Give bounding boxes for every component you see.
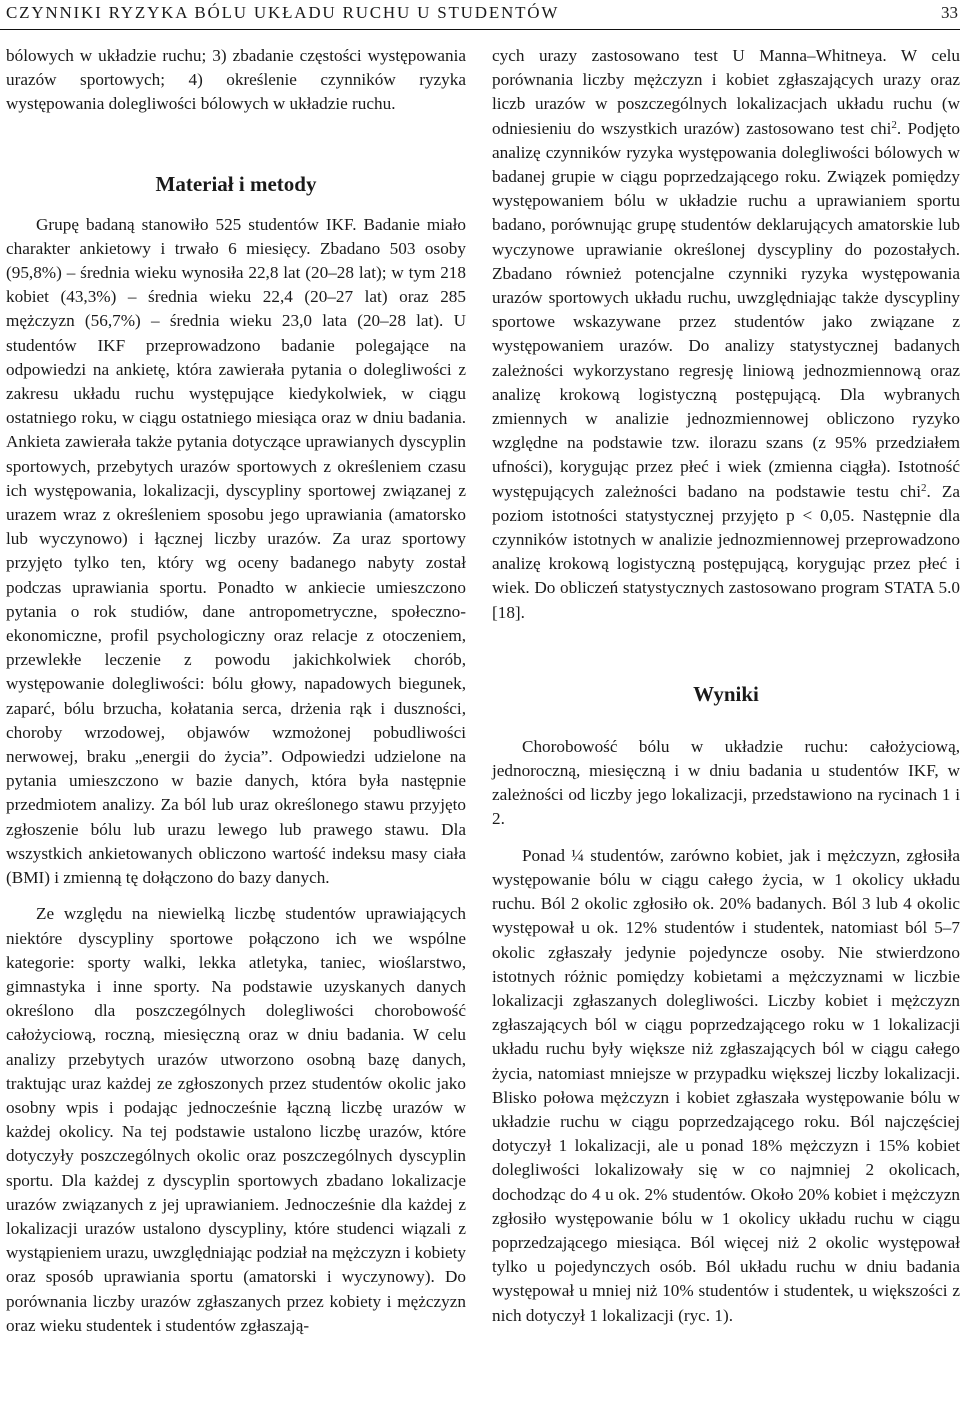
results-paragraph-2: Ponad ¼ studentów, zarówno kobiet, jak i mężczyzn, zgłosiła występowanie bólu w ciągu całego życia, w 1 okolicy układu ruchu. Ból 2 okolic zgłosiło ok. 20% badanych. Ból 3 lub 4 okolic występował u ok. 12% studentów i studentek, natomiast ból 5–7 okolic zgłaszały jedynie pojedyncze osoby. Nie stwierdzono istotnych różnic pomiędzy kobietami a mężczyznami w liczbie lokalizacji zgłaszanych dolegliwości. Liczby kobiet i mężczyzn zgłaszających ból w ciągu poprzedzającego roku w 1 lokalizacji układu ruchu były większe niż zgłaszających ból w ciągu całego życia, natomiast mniejsze w przypadku większej liczby lokalizacji. Blisko połowa mężczyzn i kobiet zgłaszała występowanie bólu w układzie ruchu w ciągu poprzedzającego roku. Ból najczęściej dotyczył 1 lokalizacji, ale u ponad 18% mężczyzn i 15% kobiet dolegliwości lokalizowały się w co najmniej 2 okolicach, dochodząc do 4 u ok. 2% studentów. Około 20% kobiet i mężczyzn zgłosiło występowanie bólu w 1 okolicy układu ruchu w ciągu poprzedzającego miesiąca. Ból więcej niż 2 okolic występował tylko u pojedynczych osób. Ból układu ruchu w dniu badania występował u mniej niż 10% studentów i studentek, u większości z nich dotyczył 1 lokalizacji (ryc. 1).	[492, 845, 960, 1325]
left-column	[6, 44, 466, 1338]
running-header	[0, 0, 960, 30]
page-number: 33	[941, 3, 958, 22]
results-heading: Wyniki	[693, 681, 759, 706]
intro-paragraph: bólowych w układzie ruchu; 3) zbadanie częstości występowania urazów sportowych; 4) określenie czynników ryzyka występowania dolegliwości bólowych w układzie ruchu.	[6, 46, 466, 114]
running-title: CZYNNIKI RYZYKA BÓLU UKŁADU RUCHU U STUDENTÓW	[6, 3, 560, 22]
methods-text-part-1: cych urazy zastosowano test U Manna–Whitneya. W celu porównania liczby mężczyzn i kobiet zgłaszających urazy oraz liczb urazów w poszczególnych lokalizacjach układu ruchu (w odniesieniu do wszystkich urazów) zastosowano test chi	[492, 46, 960, 138]
methods-text-part-3: . Za poziom istotności statystycznej przyjęto p < 0,05. Następnie dla czynników istotnych w analizie jednozmiennowej przeprowadzono analizę krokową logistyczną postępującą, korygując przez płeć i wiek. Do obliczeń statystycznych zastosowano program STATA 5.0 [18].	[492, 481, 960, 622]
right-column	[492, 44, 960, 1328]
methods-text-part-2: . Podjęto analizę czynników ryzyka występowania dolegliwości bólowych w badanej grupie w ciągu poprzedzającego roku. Związek pomiędzy występowaniem bólu w układzie ruchu a uprawianiem sportu badano, porównując grupę studentów deklarujących amatorskie lub wyczynowe uprawianie określonej dyscypliny do pozostałych. Zbadano również potencjalne czynniki ryzyka występowania urazów sportowych układu ruchu, uwzględniając także dyscypliny sportowe wskazywane przez studentów jako związane z występowaniem urazów. Do analizy statystycznej badanych zależności wykorzystano regresję liniową jednozmiennową oraz analizę krokową logistyczną postępującą. Dla wybranych zmiennych w analizie jednozmiennowej obliczono ryzyko względne na podstawie tzw. ilorazu szans (z 95% przedziałem ufności), korygując przez płeć i wiek (zmienna ciągła). Istotność występujących zależności badano na podstawie testu chi	[492, 118, 960, 501]
superscript-2: 2	[891, 118, 897, 131]
superscript-2: 2	[921, 481, 927, 494]
methods-paragraph-continued	[492, 44, 960, 625]
results-paragraph-1: Chorobowość bólu w układzie ruchu: całożyciową, jednoroczną, miesięczną i w dniu badania u studentów IKF, w zależności od liczby jego lokalizacji, przedstawiono na rycinach 1 i 2.	[492, 736, 960, 829]
header-rule	[0, 29, 960, 30]
methods-heading: Materiał i metody	[155, 171, 317, 196]
methods-paragraph-2: Ze względu na niewielką liczbę studentów uprawiających niektóre dyscypliny sportowe połączono ich we wspólne kategorie: sporty walki, lekka atletyka, taniec, wioślarstwo, gimnastyka i inne sporty. Na podstawie uzyskanych danych określono dla poszczególnych dolegliwości chorobowość całożyciową, roczną, miesięczną oraz w dniu badania. W celu analizy przebytych urazów utworzono osobną bazę danych, traktując uraz każdej ze zgłoszonych przez studentów okolic jako osobny wpis i podając jednocześnie łączną liczbę urazów w każdej okolicy. Na tej podstawie ustalono liczbę urazów, które dotyczyły poszczególnych okolic oraz poszczególnych dyscyplin sportu. Dla każdej z dyscyplin sportowych zbadano lokalizacje urazów związanych z jej uprawianiem. Jednocześnie dla każdej z lokalizacji urazów ustalono dyscypliny, które studenci wiązali z wystąpieniem urazu, uwzględniając podział na mężczyzn i kobiety oraz sposób uprawiania sportu (amatorski i wyczynowy). Do porównania liczby urazów zgłaszanych przez kobiety i mężczyzn oraz wieku studentek i studentów zgłaszają-	[6, 904, 466, 1335]
methods-paragraph-1: Grupę badaną stanowiło 525 studentów IKF. Badanie miało charakter ankietowy i trwało 6 miesięcy. Zbadano 503 osoby (95,8%) – średnia wieku wynosiła 22,8 lat (20–28 lat); w tym 218 kobiet (43,3%) – średnia wieku 22,4 (20–27 lat) oraz 285 mężczyzn (56,7%) – średnia wieku 23,0 lata (20–28 lat). U studentów IKF przeprowadzono badanie polegające na odpowiedzi na ankietę, która zawierała pytania o dolegliwości z zakresu układu ruchu występujące kiedykolwiek, w ciągu ostatniego roku, w ciągu ostatniego miesiąca oraz w dniu badania. Ankieta zawierała także pytania dotyczące uprawianych dyscyplin sportowych, przebytych urazów sportowych z określeniem czasu ich występowania, lokalizacji, dyscypliny sportowej związanej z urazem wraz z określeniem sposobu jego uprawiania (amatorsko lub wyczynowo) i łącznej liczby urazów. Za uraz sportowy przyjęto tylko ten, który wg oceny badanego nabyty został podczas uprawiania sportu. Ponadto w ankiecie umieszczono pytania o rok studiów, dane antropometryczne, społeczno-ekonomiczne, profil psychologiczny oraz relacje z otoczeniem, przewlekłe leczenie z powodu jakichkolwiek chorób, występowanie dolegliwości: bólu głowy, napadowych biegunek, zaparć, bólu brzucha, kołatania serca, drżenia rąk i duszności, choroby wrzodowej, objawów wzmożonej pobudliwości nerwowej, braku „energii do życia”. Odpowiedzi udzielone na pytania umieszczono w bazie danych, która była następnie przedmiotem analizy. Za ból lub uraz określonego stawu przyjęto zgłoszenie bólu lub urazu lewego lub prawego stawu. Dla wszystkich ankietowanych obliczono wartość indeksu masy ciała (BMI) i zmienną tę dołączono do bazy danych.	[6, 214, 466, 888]
